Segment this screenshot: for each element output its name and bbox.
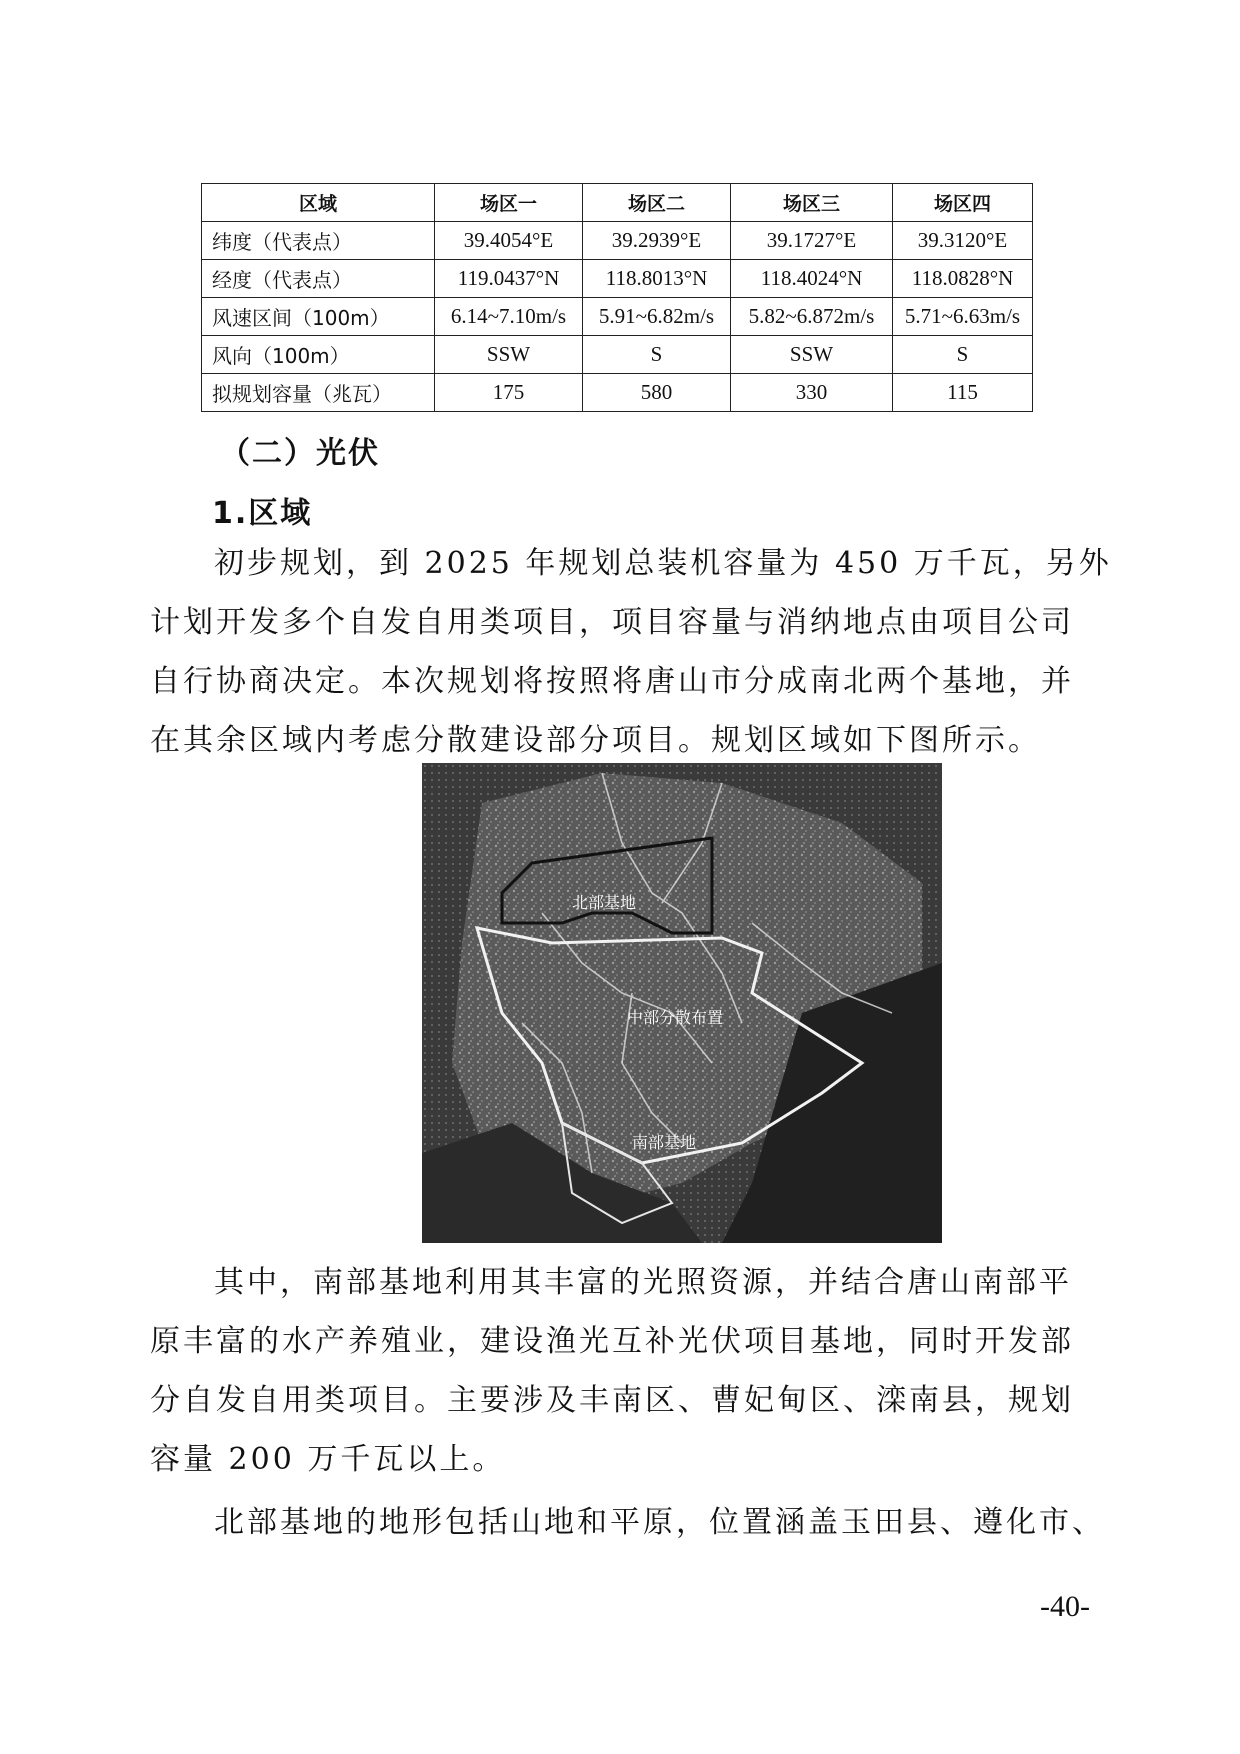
table-cell: 115	[893, 374, 1033, 412]
row-label: 风向（100m）	[202, 336, 435, 374]
planning-region-map	[422, 763, 942, 1243]
table-cell: 39.3120°E	[893, 222, 1033, 260]
subsection-heading: 1.区域	[212, 496, 313, 531]
text-line: 原丰富的水产养殖业，建设渔光互补光伏项目基地，同时开发部	[150, 1324, 1074, 1359]
table-cell: 330	[731, 374, 893, 412]
table-cell: 118.8013°N	[583, 260, 731, 298]
table-cell: 6.14~7.10m/s	[435, 298, 583, 336]
table-header-cell: 场区三	[731, 184, 893, 222]
table-cell: 39.1727°E	[731, 222, 893, 260]
text-line: 容量 200 万千瓦以上。	[150, 1442, 506, 1477]
row-label: 经度（代表点）	[202, 260, 435, 298]
table-cell: SSW	[731, 336, 893, 374]
table-row	[202, 298, 1033, 336]
table-header-cell: 场区四	[893, 184, 1033, 222]
text-line: 计划开发多个自发自用类项目，项目容量与消纳地点由项目公司	[150, 605, 1074, 640]
table-cell: 175	[435, 374, 583, 412]
paragraph-intro	[150, 534, 1112, 770]
text-line: 其中，南部基地利用其丰富的光照资源，并结合唐山南部平	[214, 1265, 1072, 1300]
table-row	[202, 374, 1033, 412]
north-base-label: 北部基地	[572, 893, 637, 912]
section-heading: （二）光伏	[220, 436, 380, 471]
page-number: -40-	[1040, 1590, 1090, 1623]
paragraph-south-base	[150, 1253, 1090, 1489]
table-cell: 5.82~6.872m/s	[731, 298, 893, 336]
table-cell: 39.4054°E	[435, 222, 583, 260]
table-cell: SSW	[435, 336, 583, 374]
table-row	[202, 260, 1033, 298]
central-area-label: 中部分散布置	[627, 1008, 724, 1027]
table-row	[202, 336, 1033, 374]
table-cell: S	[583, 336, 731, 374]
table-row	[202, 222, 1033, 260]
paragraph-north-base	[150, 1493, 1105, 1552]
text-line: 自行协商决定。本次规划将按照将唐山市分成南北两个基地，并	[150, 664, 1074, 699]
text-line: 北部基地的地形包括山地和平原，位置涵盖玉田县、遵化市、	[214, 1505, 1105, 1540]
text-line: 在其余区域内考虑分散建设部分项目。规划区域如下图所示。	[150, 723, 1041, 758]
table-cell: 39.2939°E	[583, 222, 731, 260]
row-label: 拟规划容量（兆瓦）	[202, 374, 435, 412]
table-cell: 118.0828°N	[893, 260, 1033, 298]
table-header-row	[202, 184, 1033, 222]
row-label: 纬度（代表点）	[202, 222, 435, 260]
wind-farm-table	[201, 183, 1033, 412]
table-cell: S	[893, 336, 1033, 374]
table-header-cell: 场区二	[583, 184, 731, 222]
map-image	[422, 763, 942, 1243]
table-cell: 119.0437°N	[435, 260, 583, 298]
table-header-cell: 场区一	[435, 184, 583, 222]
table-cell: 580	[583, 374, 731, 412]
south-base-label: 南部基地	[632, 1133, 697, 1152]
table-cell: 5.71~6.63m/s	[893, 298, 1033, 336]
table-cell: 118.4024°N	[731, 260, 893, 298]
table-header-cell: 区域	[202, 184, 435, 222]
table-cell: 5.91~6.82m/s	[583, 298, 731, 336]
text-line: 初步规划，到 2025 年规划总装机容量为 450 万千瓦，另外	[214, 546, 1112, 581]
text-line: 分自发自用类项目。主要涉及丰南区、曹妃甸区、滦南县，规划	[150, 1383, 1074, 1418]
row-label: 风速区间（100m）	[202, 298, 435, 336]
